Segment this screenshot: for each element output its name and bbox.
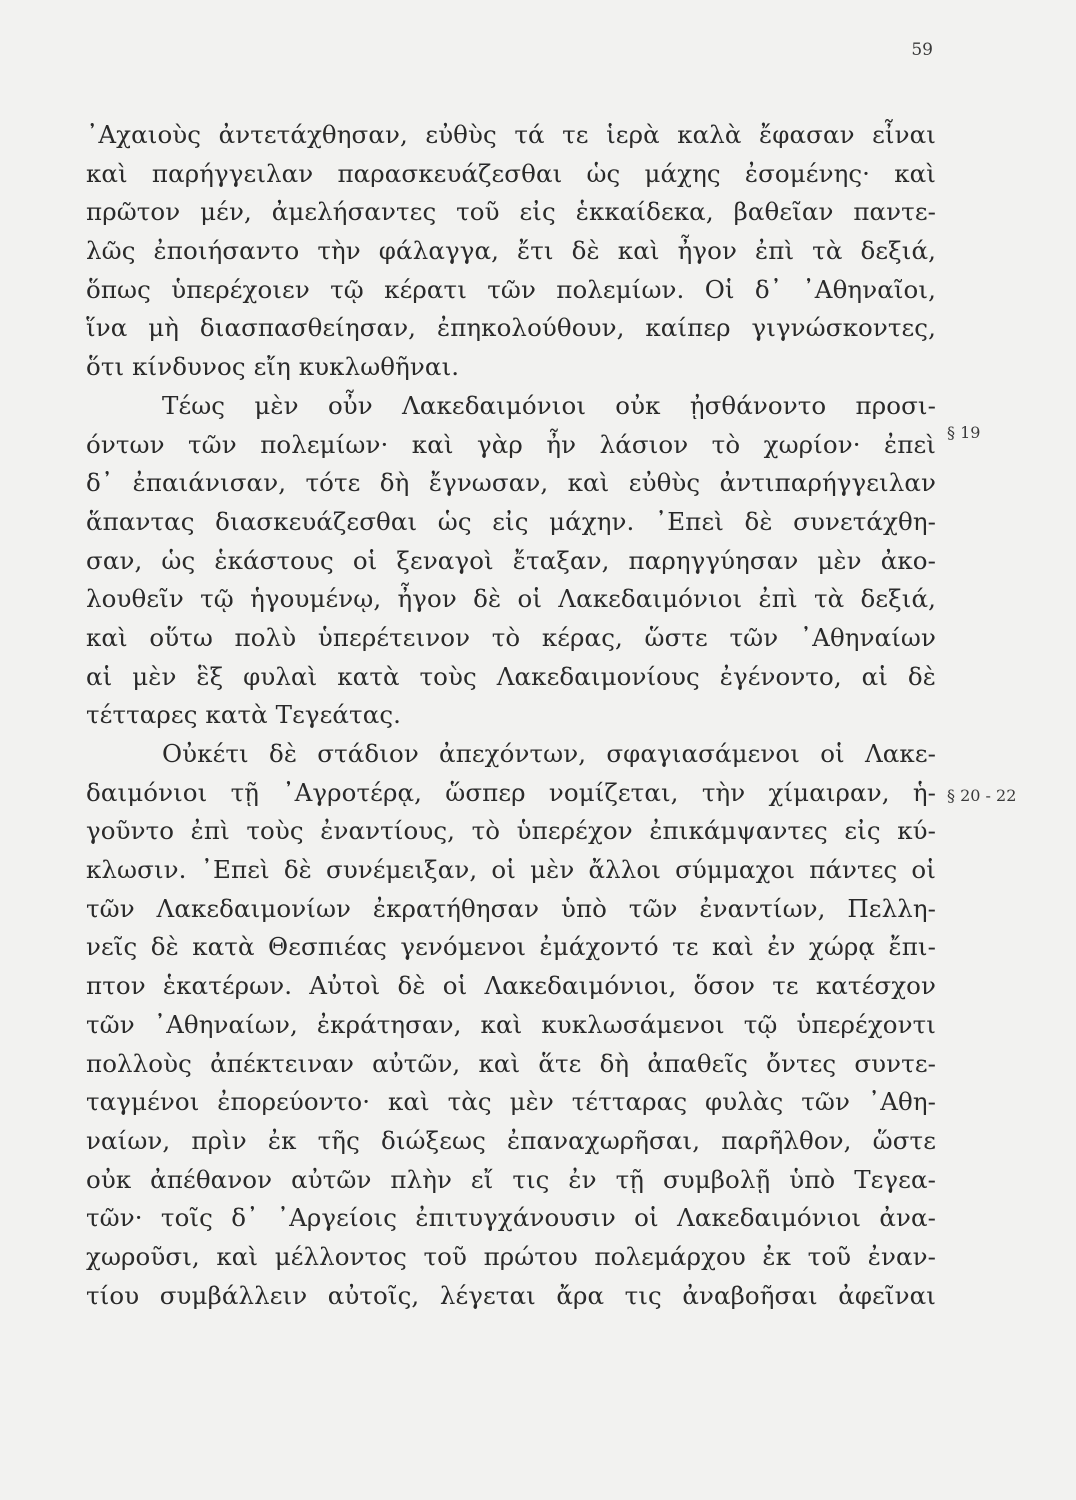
paragraph-start-line: Οὐκέτι δὲ στάδιον ἀπεχόντων, σφαγιασάμενοι οἱ Λακε- — [162, 739, 936, 768]
margin-section-note: § 19 — [947, 423, 981, 442]
text-line: όντων τῶν πολεμίων· καὶ γὰρ ἦν λάσιον τὸ χωρίον· ἐπεὶ — [86, 429, 936, 459]
text-line: ὅτι κίνδυνος εἴη κυκλωθῆναι. — [86, 352, 460, 382]
text-line: δ᾿ ἐπαιάνισαν, τότε δὴ ἔγνωσαν, καὶ εὐθὺς ἀντιπαρήγγειλαν — [86, 468, 936, 498]
text-line: τέτταρες κατὰ Τεγεάτας. — [86, 700, 402, 730]
text-line: καὶ παρήγγειλαν παρασκευάζεσθαι ὡς μάχης ἐσομένης· καὶ — [86, 158, 936, 188]
text-line: οὐκ ἀπέθανον αὐτῶν πλὴν εἴ τις ἐν τῇ συμβολῇ ὑπὸ Τεγεα- — [86, 1164, 936, 1194]
text-line: τῶν· τοῖς δ᾿ ᾿Αργείοις ἐπιτυγχάνουσιν οἱ Λακεδαιμόνιοι ἀνα- — [86, 1203, 936, 1233]
text-line: σαν, ὡς ἑκάστους οἱ ξεναγοὶ ἔταξαν, παρηγγύησαν μὲν ἀκο- — [86, 545, 936, 575]
text-line: λουθεῖν τῷ ἡγουμένῳ, ἦγον δὲ οἱ Λακεδαιμόνιοι ἐπὶ τὰ δεξιά, — [86, 584, 936, 614]
text-line: τῶν Λακεδαιμονίων ἐκρατήθησαν ὑπὸ τῶν ἐναντίων, Πελλη- — [86, 893, 936, 923]
text-line: τίου συμβάλλειν αὐτοῖς, λέγεται ἄρα τις ἀναβοῆσαι ἀφεῖναι — [86, 1280, 936, 1310]
page-number: 59 — [911, 40, 933, 60]
text-line: αἱ μὲν ἓξ φυλαὶ κατὰ τοὺς Λακεδαιμονίους ἐγένοντο, αἱ δὲ — [86, 661, 936, 691]
margin-section-note: § 20 - 22 — [947, 786, 1017, 805]
text-line: νεῖς δὲ κατὰ Θεσπιέας γενόμενοι ἐμάχοντό τε καὶ ἐν χώρᾳ ἔπι- — [86, 932, 936, 962]
body-text — [86, 116, 936, 1315]
text-line: λῶς ἐποιήσαντο τὴν φάλαγγα, ἔτι δὲ καὶ ἦγον ἐπὶ τὰ δεξιά, — [86, 236, 936, 266]
text-line: ἵνα μὴ διασπασθείησαν, ἐπηκολούθουν, καίπερ γιγνώσκοντες, — [86, 313, 936, 343]
text-line: κλωσιν. ᾿Επεὶ δὲ συνέμειξαν, οἱ μὲν ἄλλοι σύμμαχοι πάντες οἱ — [86, 855, 936, 885]
text-line: πολλοὺς ἀπέκτειναν αὐτῶν, καὶ ἅτε δὴ ἀπαθεῖς ὄντες συντε- — [86, 1048, 936, 1078]
text-line: ᾿Αχαιοὺς ἀντετάχθησαν, εὐθὺς τά τε ἱερὰ καλὰ ἔφασαν εἶναι — [86, 120, 936, 149]
text-line: τῶν ᾿Αθηναίων, ἐκράτησαν, καὶ κυκλωσάμενοι τῷ ὑπερέχοντι — [86, 1009, 936, 1039]
text-line: καὶ οὕτω πολὺ ὑπερέτεινον τὸ κέρας, ὥστε τῶν ᾿Αθηναίων — [86, 622, 936, 652]
text-line: ταγμένοι ἐπορεύοντο· καὶ τὰς μὲν τέτταρας φυλὰς τῶν ᾿Αθη- — [86, 1087, 936, 1117]
paragraph-start-line: Τέως μὲν οὖν Λακεδαιμόνιοι οὐκ ᾐσθάνοντο προσι- — [162, 390, 936, 420]
text-line: πτον ἑκατέρων. Αὐτοὶ δὲ οἱ Λακεδαιμόνιοι, ὅσον τε κατέσχον — [86, 971, 936, 1001]
text-line: ὅπως ὑπερέχοιεν τῷ κέρατι τῶν πολεμίων. Οἱ δ᾿ ᾿Αθηναῖοι, — [86, 274, 936, 304]
text-line: πρῶτον μέν, ἀμελήσαντες τοῦ εἰς ἑκκαίδεκα, βαθεῖαν παντε- — [86, 197, 936, 227]
text-line: δαιμόνιοι τῇ ᾿Αγροτέρᾳ, ὥσπερ νομίζεται, τὴν χίμαιραν, ἡ- — [86, 777, 936, 807]
text-line: γοῦντο ἐπὶ τοὺς ἐναντίους, τὸ ὑπερέχον ἐπικάμψαντες εἰς κύ- — [86, 816, 936, 846]
text-line: χωροῦσι, καὶ μέλλοντος τοῦ πρώτου πολεμάρχου ἐκ τοῦ ἐναν- — [86, 1241, 936, 1271]
text-line: ἅπαντας διασκευάζεσθαι ὡς εἰς μάχην. ᾿Επεὶ δὲ συνετάχθη- — [86, 506, 936, 536]
text-line: ναίων, πρὶν ἐκ τῆς διώξεως ἐπαναχωρῆσαι, παρῆλθον, ὥστε — [86, 1125, 936, 1155]
